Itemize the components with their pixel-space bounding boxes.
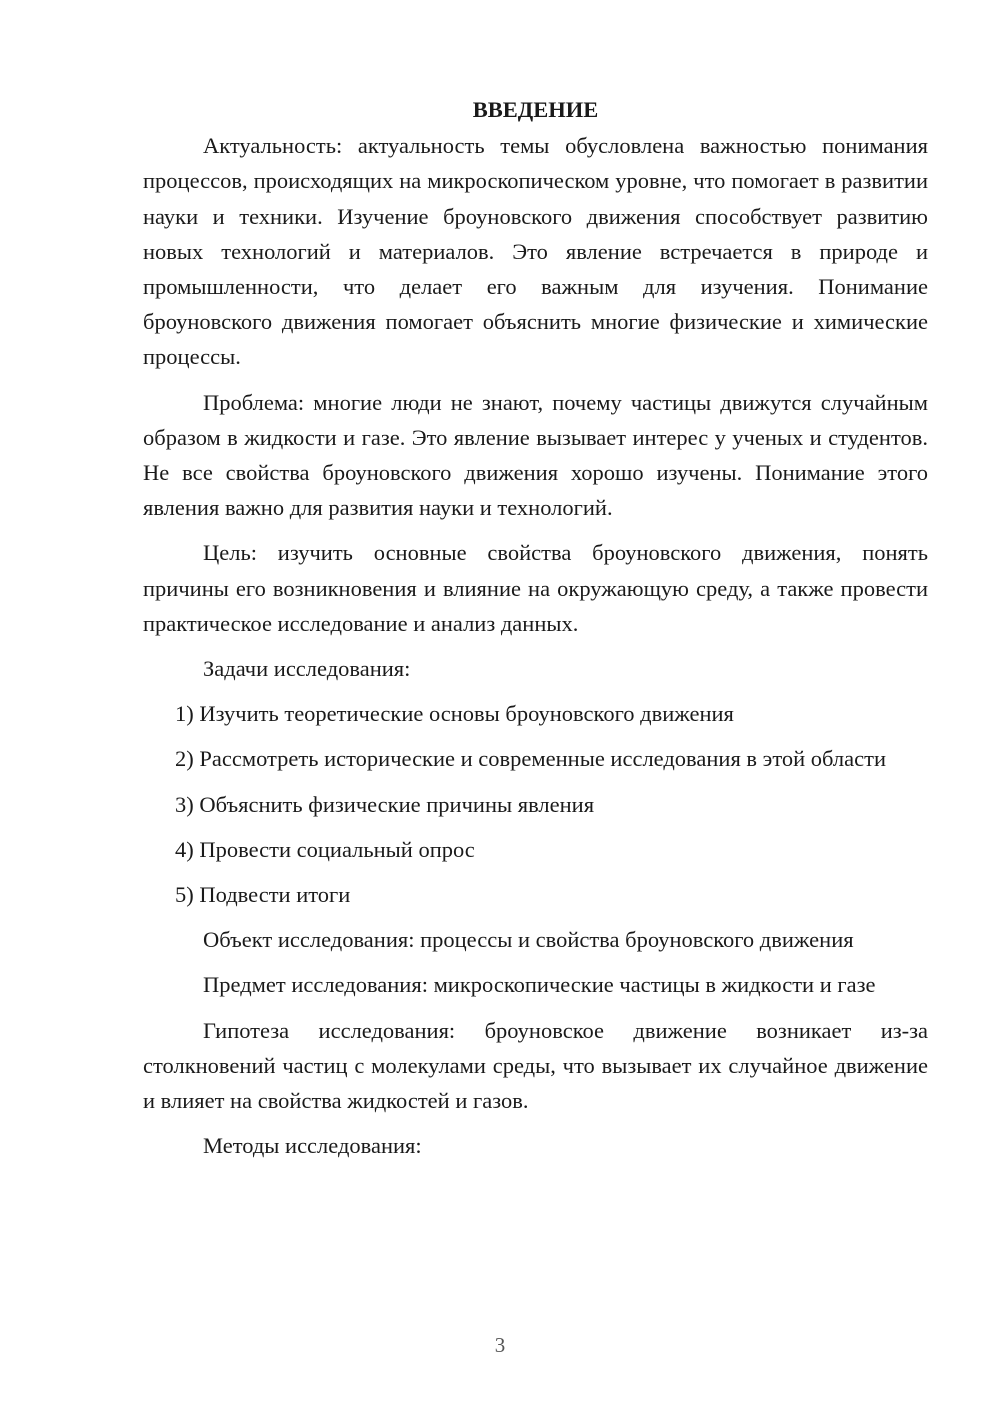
paragraph-goal: Цель: изучить основные свойства броуновского движения, понять причины его возникновения и влияние на окружающую среду, а также провести практическое исследование и анализ данных. [143, 540, 928, 636]
document-page [143, 92, 928, 1173]
task-item-2: 2) Рассмотреть исторические и современные исследования в этой области [175, 746, 887, 772]
paragraph-relevance: Актуальность: актуальность темы обусловлена важностью понимания процессов, происходящих на микроскопическом уровне, что помогает в развитии науки и техники. Изучение броуновского движения способствует развитию новых технологий и материалов. Это явление встречается в природе и промышленности, что делает его важным для изучения. Понимание броуновского движения помогает объяснить многие физические и химические процессы. [143, 133, 928, 370]
methods-title: Методы исследования: [203, 1133, 422, 1159]
task-item-5: 5) Подвести итоги [175, 882, 351, 908]
task-item-4: 4) Провести социальный опрос [175, 836, 475, 862]
page-title: ВВЕДЕНИЕ [472, 97, 599, 122]
task-item-1: 1) Изучить теоретические основы броуновского движения [175, 701, 734, 727]
task-item-3: 3) Объяснить физические причины явления [175, 791, 595, 817]
page-number: 3 [494, 1333, 506, 1357]
paragraph-object: Объект исследования: процессы и свойства броуновского движения [203, 927, 854, 953]
paragraph-problem: Проблема: многие люди не знают, почему частицы движутся случайным образом в жидкости и газе. Это явление вызывает интерес у ученых и студентов. Не все свойства броуновского движения хорошо изучены. Понимание этого явления важно для развития науки и технологий. [143, 389, 928, 521]
paragraph-hypothesis: Гипотеза исследования: броуновское движение возникает из-за столкновений частиц с молекулами среды, что вызывает их случайное движение и влияет на свойства жидкостей и газов. [143, 1017, 928, 1114]
tasks-title: Задачи исследования: [203, 656, 411, 682]
paragraph-subject: Предмет исследования: микроскопические частицы в жидкости и газе [203, 972, 876, 998]
